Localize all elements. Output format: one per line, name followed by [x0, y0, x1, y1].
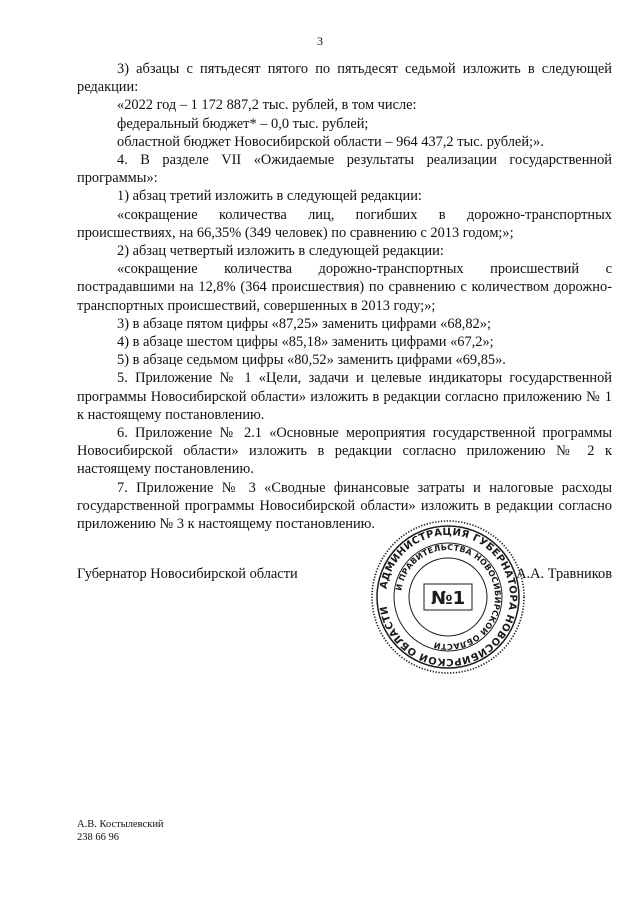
document-body [77, 60, 612, 533]
paragraph: 4. В разделе VII «Ожидаемые результаты реализации государственной программы»: [77, 152, 612, 187]
paragraph: 3) в абзаце пятом цифры «87,25» заменить цифрами «68,82»; [117, 315, 491, 332]
signatory-position: Губернатор Новосибирской области [77, 566, 298, 582]
paragraph: 7. Приложение № 3 «Сводные финансовые затраты и налоговые расходы государственной программы Новосибирской области» изложить в редакции согласно приложению № 3 к настоящему постановлению. [77, 479, 612, 533]
paragraph: 3) абзацы с пятьдесят пятого по пятьдесят седьмой изложить в следующей редакции: [77, 61, 612, 96]
paragraph: 5. Приложение № 1 «Цели, задачи и целевые индикаторы государственной программы Новосибирской области» изложить в редакции согласно приложению № 1 к настоящему постановлению. [77, 370, 612, 423]
signatory-name: А.А. Травников [516, 566, 612, 582]
paragraph: 5) в абзаце седьмом цифры «80,52» заменить цифрами «69,85». [117, 352, 506, 369]
paragraph: 6. Приложение № 2.1 «Основные мероприятия государственной программы Новосибирской области» изложить в редакции согласно приложению № 2 к настоящему постановлению. [77, 425, 612, 478]
paragraph: «сокращение количества лиц, погибших в дорожно-транспортных происшествиях, на 66,35% (349 человек) по сравнению с 2013 годом;»; [77, 206, 612, 241]
paragraph: 1) абзац третий изложить в следующей редакции: [117, 188, 422, 205]
executor-block [77, 818, 164, 844]
paragraph: федеральный бюджет* – 0,0 тыс. рублей; [117, 115, 369, 132]
seal-outer-text: АДМИНИСТРАЦИЯ ГУБЕРНАТОРА НОВОСИБИРСКОЙ ОБЛАСТИ [378, 526, 519, 668]
seal-inner-text: И ПРАВИТЕЛЬСТВА НОВОСИБИРСКОЙ ОБЛАСТИ [394, 542, 503, 652]
executor-name: А.В. Костылевский [77, 819, 164, 830]
page-number: 3 [317, 34, 323, 48]
paragraph: областной бюджет Новосибирской области – 964 437,2 тыс. рублей;». [117, 133, 544, 150]
seal-number: №1 [430, 588, 466, 609]
paragraph: 2) абзац четвертый изложить в следующей редакции: [117, 243, 444, 260]
paragraph: «сокращение количества дорожно-транспортных происшествий с пострадавшими на 12,8% (364 происшествия) по сравнению с количеством дорожно-транспортных происшествий, совершенных в 2013 году;»; [77, 261, 612, 314]
paragraph: 4) в абзаце шестом цифры «85,18» заменить цифрами «67,2»; [117, 334, 494, 351]
official-seal [369, 518, 527, 676]
executor-phone: 238 66 96 [77, 832, 119, 843]
paragraph: «2022 год – 1 172 887,2 тыс. рублей, в том числе: [117, 97, 417, 114]
